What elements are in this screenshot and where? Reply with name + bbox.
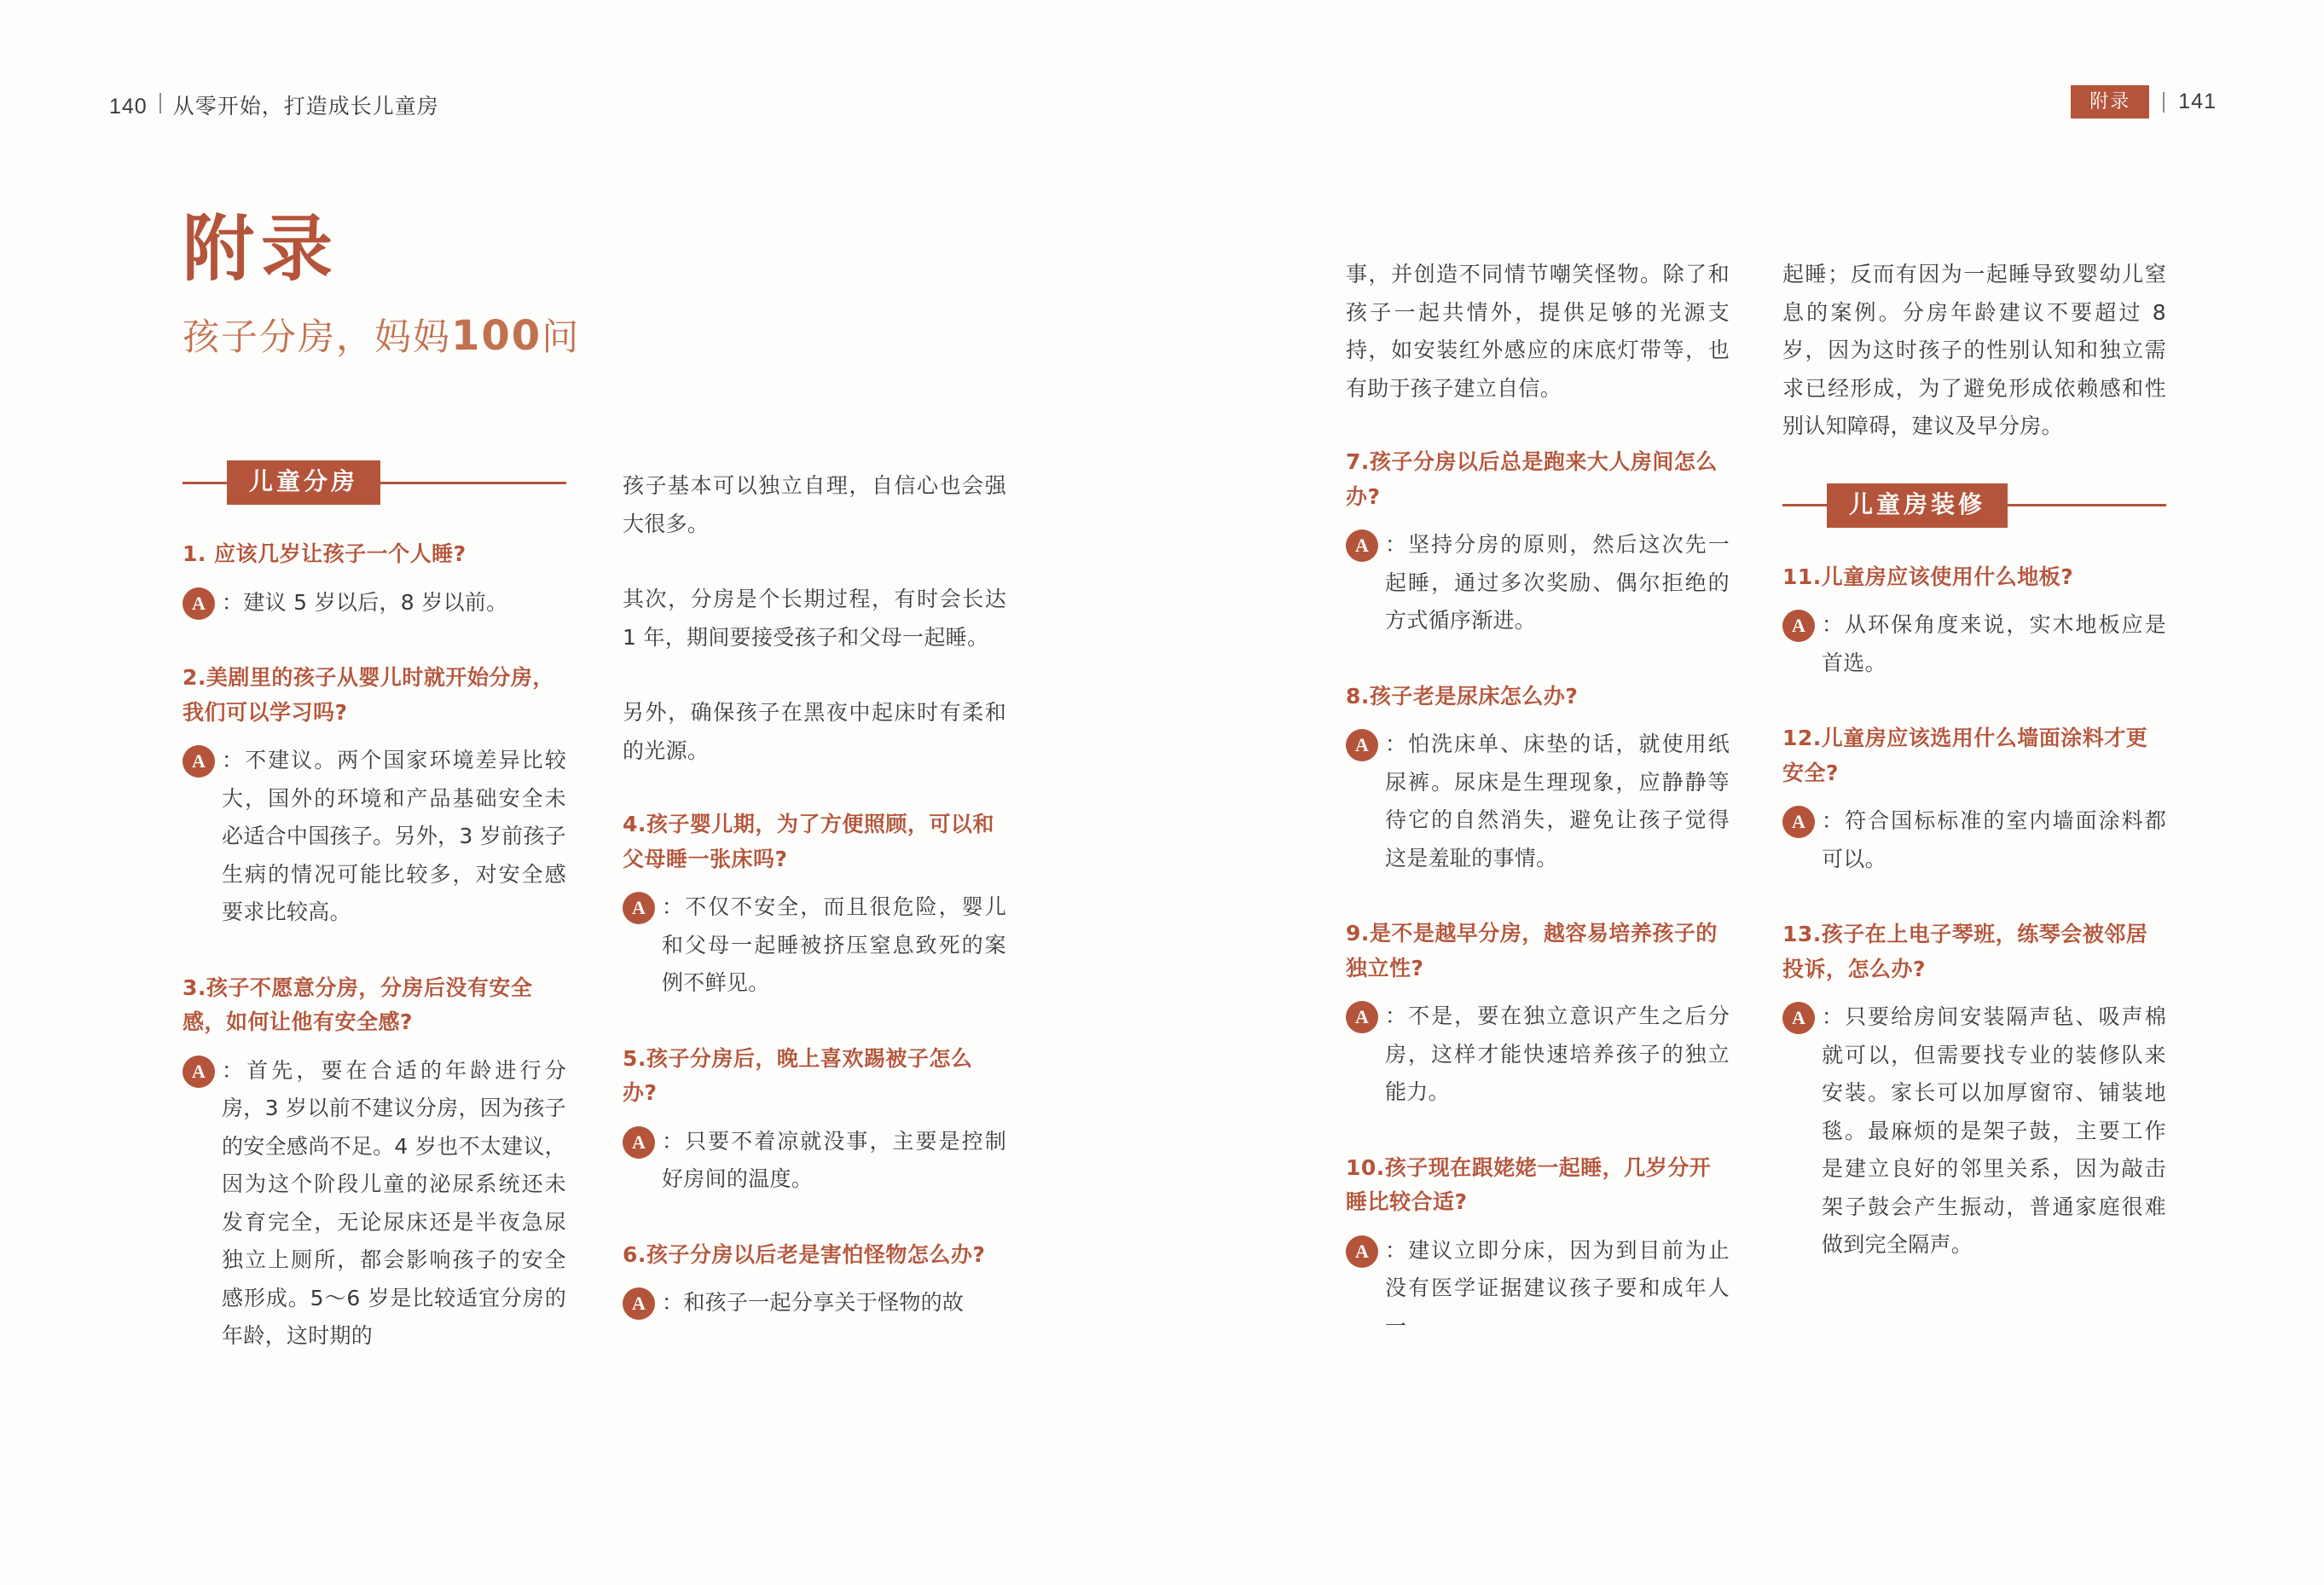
section-heading-children-room-decoration bbox=[1782, 483, 2166, 528]
running-head-left bbox=[109, 90, 439, 120]
folio-right: 141 bbox=[2178, 90, 2217, 113]
answer bbox=[623, 888, 1006, 1003]
ribbon-line-left bbox=[183, 482, 227, 484]
paragraph: 孩子基本可以独立自理，自信心也会强大很多。 bbox=[623, 473, 1006, 536]
question: 3.孩子不愿意分房，分房后没有安全感，如何让他有安全感? bbox=[183, 975, 533, 1034]
answer bbox=[183, 742, 566, 932]
subtitle-pre: 孩子分房，妈妈 bbox=[183, 316, 451, 359]
paragraph: 起睡；反而有因为一起睡导致婴幼儿窒息的案例。分房年龄建议不要超过 8 岁，因为这时孩子的性别认知和独立需求已经形成，为了避免形成依赖感和性别认知障碍，建议及早分房。 bbox=[1782, 262, 2166, 438]
question: 6.孩子分房以后老是害怕怪物怎么办? bbox=[623, 1241, 986, 1267]
appendix-tag: 附录 bbox=[2071, 85, 2149, 119]
answer-text: ： 建议 5 岁以后，8 岁以前。 bbox=[222, 584, 507, 622]
section-heading-children-room-split bbox=[183, 460, 566, 505]
paragraph: 其次，分房是个长期过程，有时会长达 1 年，期间要接受孩子和父母一起睡。 bbox=[623, 587, 1006, 650]
ribbon-line-left bbox=[1782, 504, 1827, 506]
answer-text: ： 首先，要在合适的年龄进行分房，3 岁以前不建议分房，因为孩子的安全感尚不足。4 岁也不太建议，因为这个阶段儿童的泌尿系统还未发育完全，无论尿床还是半夜急尿独立上厕所，都会影响孩子的安全感形成。5～6 岁是比较适宜分房的年龄，这时期的 bbox=[222, 1052, 566, 1356]
question: 4.孩子婴儿期，为了方便照顾，可以和父母睡一张床吗? bbox=[623, 812, 994, 871]
column-4 bbox=[1782, 256, 2166, 1304]
answer bbox=[623, 1284, 1006, 1322]
running-head-right bbox=[2071, 85, 2217, 119]
answer bbox=[1346, 998, 1730, 1112]
ribbon-line-right bbox=[380, 482, 566, 484]
answer-text: ： 只要给房间安装隔声毡、吸声棉就可以，但需要找专业的装修队来安装。家长可以加厚窗帘、铺装地毯。最麻烦的是架子鼓，主要工作是建立良好的邻里关系，因为敲击架子鼓会产生振动，普通家庭很难做到完全隔声。 bbox=[1822, 998, 2166, 1264]
answer-badge: A bbox=[1346, 729, 1378, 761]
question: 13.孩子在上电子琴班，练琴会被邻居投诉，怎么办? bbox=[1782, 922, 2148, 981]
question: 10.孩子现在跟姥姥一起睡，几岁分开睡比较合适? bbox=[1346, 1154, 1712, 1214]
paragraph: 另外，确保孩子在黑夜中起床时有柔和的光源。 bbox=[623, 700, 1006, 763]
answer-text: ： 怕洗床单、床垫的话，就使用纸尿裤。尿床是生理现象，应静静等待它的自然消失，避免让孩子觉得这是羞耻的事情。 bbox=[1385, 726, 1730, 877]
answer bbox=[183, 584, 566, 622]
answer-badge: A bbox=[183, 745, 215, 778]
question: 7.孩子分房以后总是跑来大人房间怎么办? bbox=[1346, 449, 1718, 509]
column-1 bbox=[183, 460, 566, 1395]
answer-badge: A bbox=[1346, 529, 1378, 562]
column-3 bbox=[1346, 256, 1730, 1385]
answer bbox=[623, 1123, 1006, 1199]
section-label: 儿童分房 bbox=[227, 460, 380, 505]
answer bbox=[183, 1052, 566, 1356]
answer-text: ： 建议立即分床，因为到目前为止没有医学证据建议孩子要和成年人一 bbox=[1385, 1232, 1730, 1346]
question: 2.美剧里的孩子从婴儿时就开始分房，我们可以学习吗? bbox=[183, 665, 554, 725]
answer-badge: A bbox=[1782, 1002, 1815, 1034]
header-divider-right bbox=[2163, 92, 2165, 113]
answer bbox=[1782, 998, 2166, 1264]
answer-text: ： 不仅不安全，而且很危险，婴儿和父母一起睡被挤压窒息致死的案例不鲜见。 bbox=[662, 888, 1006, 1003]
answer bbox=[1782, 802, 2166, 878]
answer bbox=[1782, 606, 2166, 682]
answer bbox=[1346, 726, 1730, 877]
answer-text: ： 坚持分房的原则，然后这次先一起睡，通过多次奖励、偶尔拒绝的方式循序渐进。 bbox=[1385, 526, 1730, 640]
question: 5.孩子分房后，晚上喜欢踢被子怎么办? bbox=[623, 1045, 973, 1105]
answer bbox=[1346, 526, 1730, 640]
answer-badge: A bbox=[623, 1287, 655, 1320]
appendix-title-block bbox=[183, 207, 581, 361]
answer-text: ： 和孩子一起分享关于怪物的故 bbox=[662, 1284, 964, 1322]
answer-badge: A bbox=[623, 892, 655, 924]
paragraph: 事，并创造不同情节嘲笑怪物。除了和孩子一起共情外，提供足够的光源支持，如安装红外感应的床底灯带等，也有助于孩子建立自信。 bbox=[1346, 262, 1730, 401]
question: 9.是不是越早分房，越容易培养孩子的独立性? bbox=[1346, 921, 1718, 981]
answer bbox=[1346, 1232, 1730, 1346]
answer-badge: A bbox=[1346, 1235, 1378, 1268]
answer-badge: A bbox=[183, 1056, 215, 1088]
answer-text: ： 只要不着凉就没事，主要是控制好房间的温度。 bbox=[662, 1123, 1006, 1199]
answer-text: ： 不是，要在独立意识产生之后分房，这样才能快速培养孩子的独立能力。 bbox=[1385, 998, 1730, 1112]
answer-text: ： 符合国标标准的室内墙面涂料都可以。 bbox=[1822, 802, 2166, 878]
answer-text: ： 不建议。两个国家环境差异比较大，国外的环境和产品基础安全未必适合中国孩子。另外，3 岁前孩子生病的情况可能比较多，对安全感要求比较高。 bbox=[222, 742, 566, 932]
subtitle-number: 100 bbox=[451, 312, 542, 360]
question: 11.儿童房应该使用什么地板? bbox=[1782, 564, 2074, 589]
section-label: 儿童房装修 bbox=[1827, 483, 2008, 528]
question: 8.孩子老是尿床怎么办? bbox=[1346, 683, 1579, 709]
column-2 bbox=[623, 467, 1006, 1362]
answer-badge: A bbox=[1346, 1001, 1378, 1033]
subtitle-post: 问 bbox=[542, 316, 581, 359]
book-title: 从零开始，打造成长儿童房 bbox=[172, 95, 439, 119]
ribbon-line-right bbox=[2008, 504, 2166, 506]
question: 12.儿童房应该选用什么墙面涂料才更安全? bbox=[1782, 726, 2148, 785]
answer-badge: A bbox=[623, 1126, 655, 1159]
answer-text: ： 从环保角度来说，实木地板应是首选。 bbox=[1822, 606, 2166, 682]
answer-badge: A bbox=[1782, 610, 1815, 642]
question: 1. 应该几岁让孩子一个人睡? bbox=[183, 541, 467, 566]
folio-left: 140 bbox=[109, 95, 148, 119]
answer-badge: A bbox=[1782, 806, 1815, 838]
answer-badge: A bbox=[183, 587, 215, 620]
page-subtitle bbox=[183, 309, 580, 361]
header-divider bbox=[159, 93, 161, 113]
page-title: 附录 bbox=[183, 207, 340, 291]
